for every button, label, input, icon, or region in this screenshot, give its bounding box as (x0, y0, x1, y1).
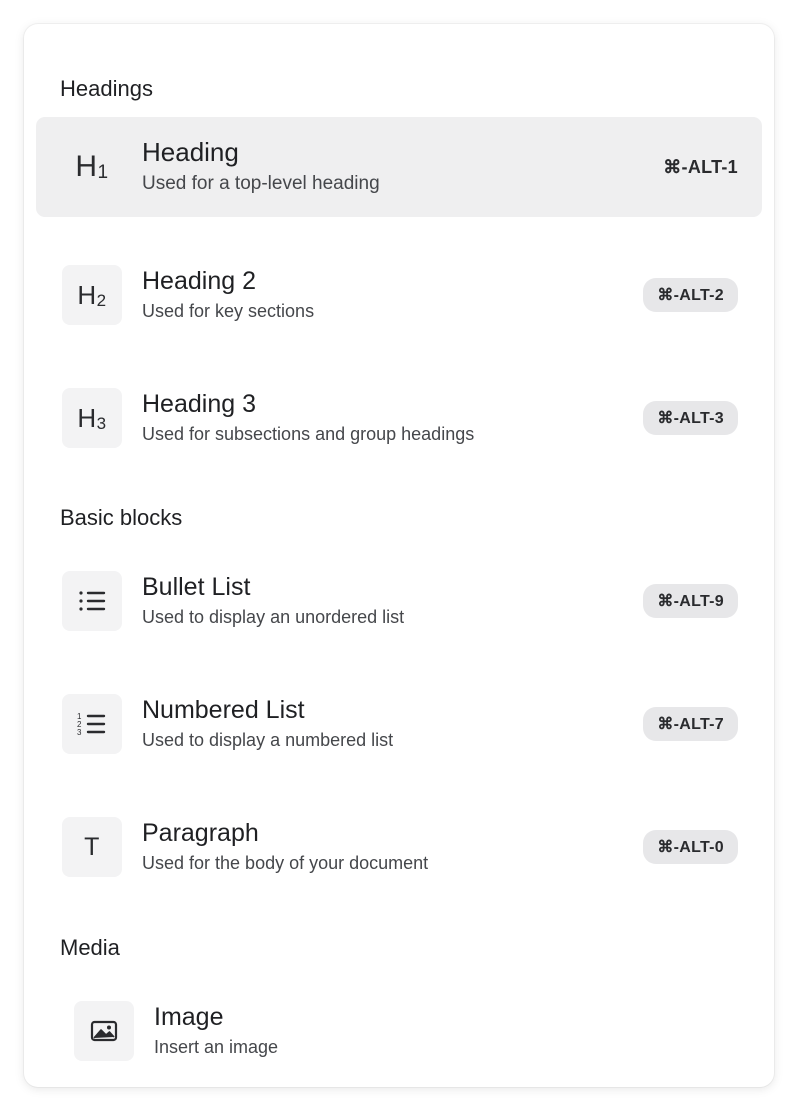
menu-item-title: Heading 3 (142, 390, 256, 419)
shortcut-badge (710, 1024, 738, 1038)
menu-item-text (142, 573, 643, 628)
shortcut-badge: ⌘-ALT-3 (643, 401, 738, 435)
image-icon (74, 1001, 134, 1061)
shortcut-badge: ⌘-ALT-2 (643, 278, 738, 312)
menu-item-description: Used to display a numbered list (142, 730, 394, 751)
menu-item-bullet-list[interactable] (36, 551, 762, 651)
heading-3-glyph-number: 3 (96, 413, 107, 433)
menu-item-heading-1[interactable] (36, 117, 762, 217)
shortcut-badge: ⌘-ALT-7 (643, 707, 738, 741)
svg-text:1: 1 (77, 712, 82, 721)
menu-item-numbered-list[interactable] (36, 674, 762, 774)
menu-item-title: Image (154, 1003, 224, 1032)
menu-item-title: Numbered List (142, 696, 305, 725)
menu-item-title: Heading (142, 137, 239, 168)
heading-1-glyph-letter: H (75, 150, 98, 183)
menu-item-paragraph[interactable] (36, 797, 762, 897)
heading-3-glyph-letter: H (77, 402, 97, 433)
group-label-basic-blocks: Basic blocks (60, 505, 183, 530)
menu-item-title: Paragraph (142, 819, 259, 848)
menu-item-description: Used to display an unordered list (142, 607, 405, 628)
svg-text:2: 2 (77, 720, 82, 729)
menu-item-description: Used for the body of your document (142, 853, 429, 874)
group-label-headings: Headings (60, 76, 153, 101)
block-type-menu (24, 24, 774, 1087)
numbered-list-icon (62, 694, 122, 754)
menu-item-text (154, 1003, 710, 1058)
menu-item-image[interactable] (36, 981, 762, 1081)
menu-item-heading-3[interactable] (36, 368, 762, 468)
menu-item-description: Used for key sections (142, 301, 315, 322)
heading-2-glyph-number: 2 (96, 290, 107, 310)
menu-item-description: Used for a top-level heading (142, 173, 380, 195)
heading-1-glyph-number: 1 (97, 162, 109, 183)
heading-2-glyph-letter: H (77, 279, 97, 310)
shortcut-badge: ⌘-ALT-1 (663, 156, 738, 177)
menu-item-text (142, 390, 643, 445)
svg-text:3: 3 (77, 728, 82, 737)
bullet-list-icon (62, 571, 122, 631)
menu-item-title: Heading 2 (142, 267, 256, 296)
paragraph-icon (62, 817, 122, 877)
group-label-media: Media (60, 935, 120, 960)
menu-item-heading-2[interactable] (36, 245, 762, 345)
menu-item-text (142, 819, 643, 874)
menu-item-description: Used for subsections and group headings (142, 424, 475, 445)
heading-1-icon (62, 137, 122, 197)
heading-3-icon (62, 388, 122, 448)
shortcut-badge: ⌘-ALT-9 (643, 584, 738, 618)
menu-item-text (142, 696, 643, 751)
menu-item-text (142, 138, 663, 196)
menu-item-description: Insert an image (154, 1037, 279, 1058)
shortcut-badge: ⌘-ALT-0 (643, 830, 738, 864)
menu-item-text (142, 267, 643, 322)
menu-item-title: Bullet List (142, 573, 251, 602)
paragraph-glyph-letter: T (84, 832, 100, 861)
heading-2-icon (62, 265, 122, 325)
